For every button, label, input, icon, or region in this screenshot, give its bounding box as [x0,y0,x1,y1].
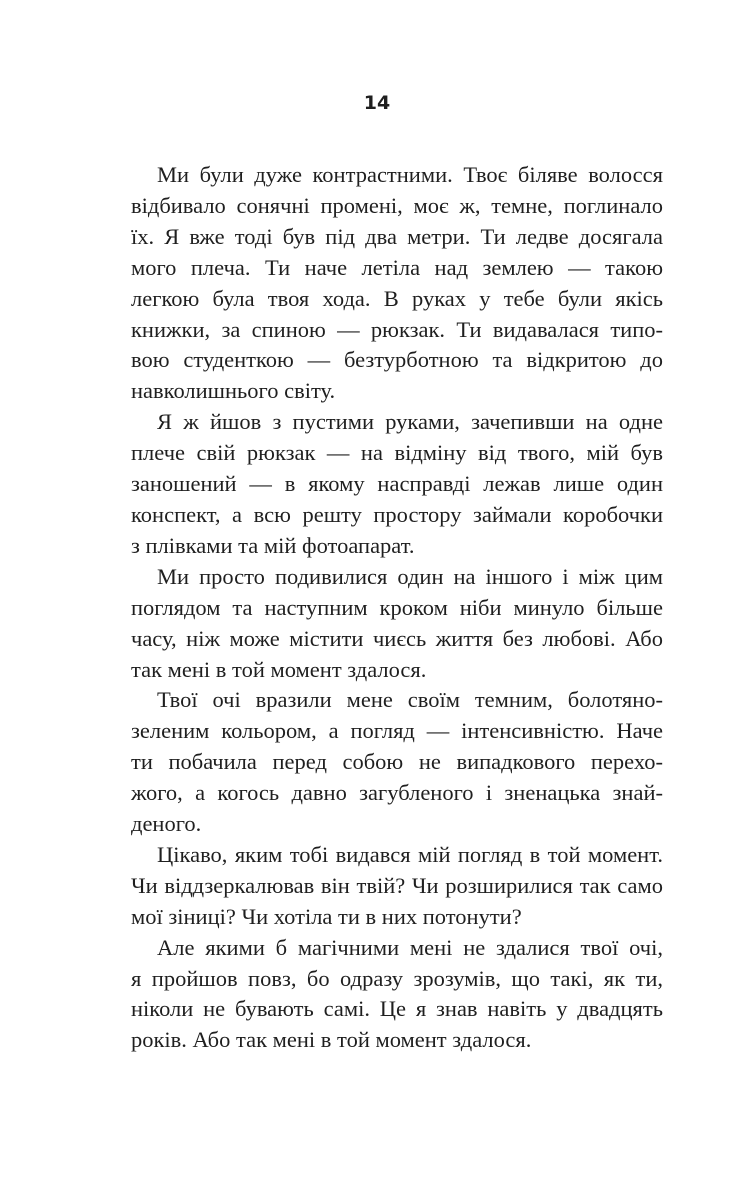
text-line: жого, а когось давно загубленого і зненацька знай- [131,780,663,806]
text-line: мої зіниці? Чи хотіла ти в них потонути? [131,903,522,929]
text-line: Я ж йшов з пустими руками, зачепивши на одне [157,409,663,435]
text-line: плече свій рюкзак — на відміну від твого, мій був [131,440,663,466]
text-line: Ми були дуже контрастними. Твоє біляве волосся [157,162,663,187]
page-number: 14 [363,92,391,114]
text-line: так мені в той момент здалося. [131,656,427,682]
paragraph [131,562,663,686]
body-text [131,160,663,1056]
text-line: їх. Я вже тоді був під два метри. Ти ледве досягала [131,223,663,249]
text-line: Чи віддзеркалював він твій? Чи розширилися так само [131,872,663,898]
paragraph [131,160,663,407]
text-line: років. Або так мені в той момент здалося. [131,1027,532,1053]
text-line: легкою була твоя хода. В руках у тебе були якісь [131,285,663,311]
text-line: заношений — в якому насправді лежав лише один [131,471,663,497]
text-line: я пройшов повз, бо одразу зрозумів, що такі, як ти, [131,965,663,991]
text-line: конспект, а всю решту простору займали коробочки [131,501,663,527]
text-line: Твої очі вразили мене своїм темним, болотяно- [157,687,663,713]
text-line: Цікаво, яким тобі видався мій погляд в той момент. [157,841,663,867]
text-line: поглядом та наступним кроком ніби минуло більше [131,594,663,620]
text-line: ти побачила перед собою не випадкового перехо- [131,749,663,775]
paragraph [131,407,663,562]
text-line: відбивало сонячні промені, моє ж, темне, поглинало [131,192,663,218]
text-line: книжки, за спиною — рюкзак. Ти видавалася типо- [131,316,663,342]
paragraph [131,840,663,933]
paragraph [131,685,663,840]
text-line: часу, ніж може містити чиєсь життя без любові. Або [131,625,663,651]
text-line: Але якими б магічними мені не здалися твої очі, [157,934,663,960]
text-line: мого плеча. Ти наче летіла над землею — такою [131,254,663,280]
text-line: зеленим кольором, а погляд — інтенсивністю. Наче [131,718,663,744]
text-line: ніколи не бувають самі. Це я знав навіть у двадцять [131,996,663,1022]
text-line: навколишнього світу. [131,378,336,404]
text-line: вою студенткою — безтурботною та відкритою до [131,347,663,373]
text-line: деного. [131,811,202,837]
text-line: з плівками та мій фотоапарат. [131,532,415,558]
paragraph [131,933,663,1057]
text-line: Ми просто подивилися один на іншого і між цим [157,563,663,589]
